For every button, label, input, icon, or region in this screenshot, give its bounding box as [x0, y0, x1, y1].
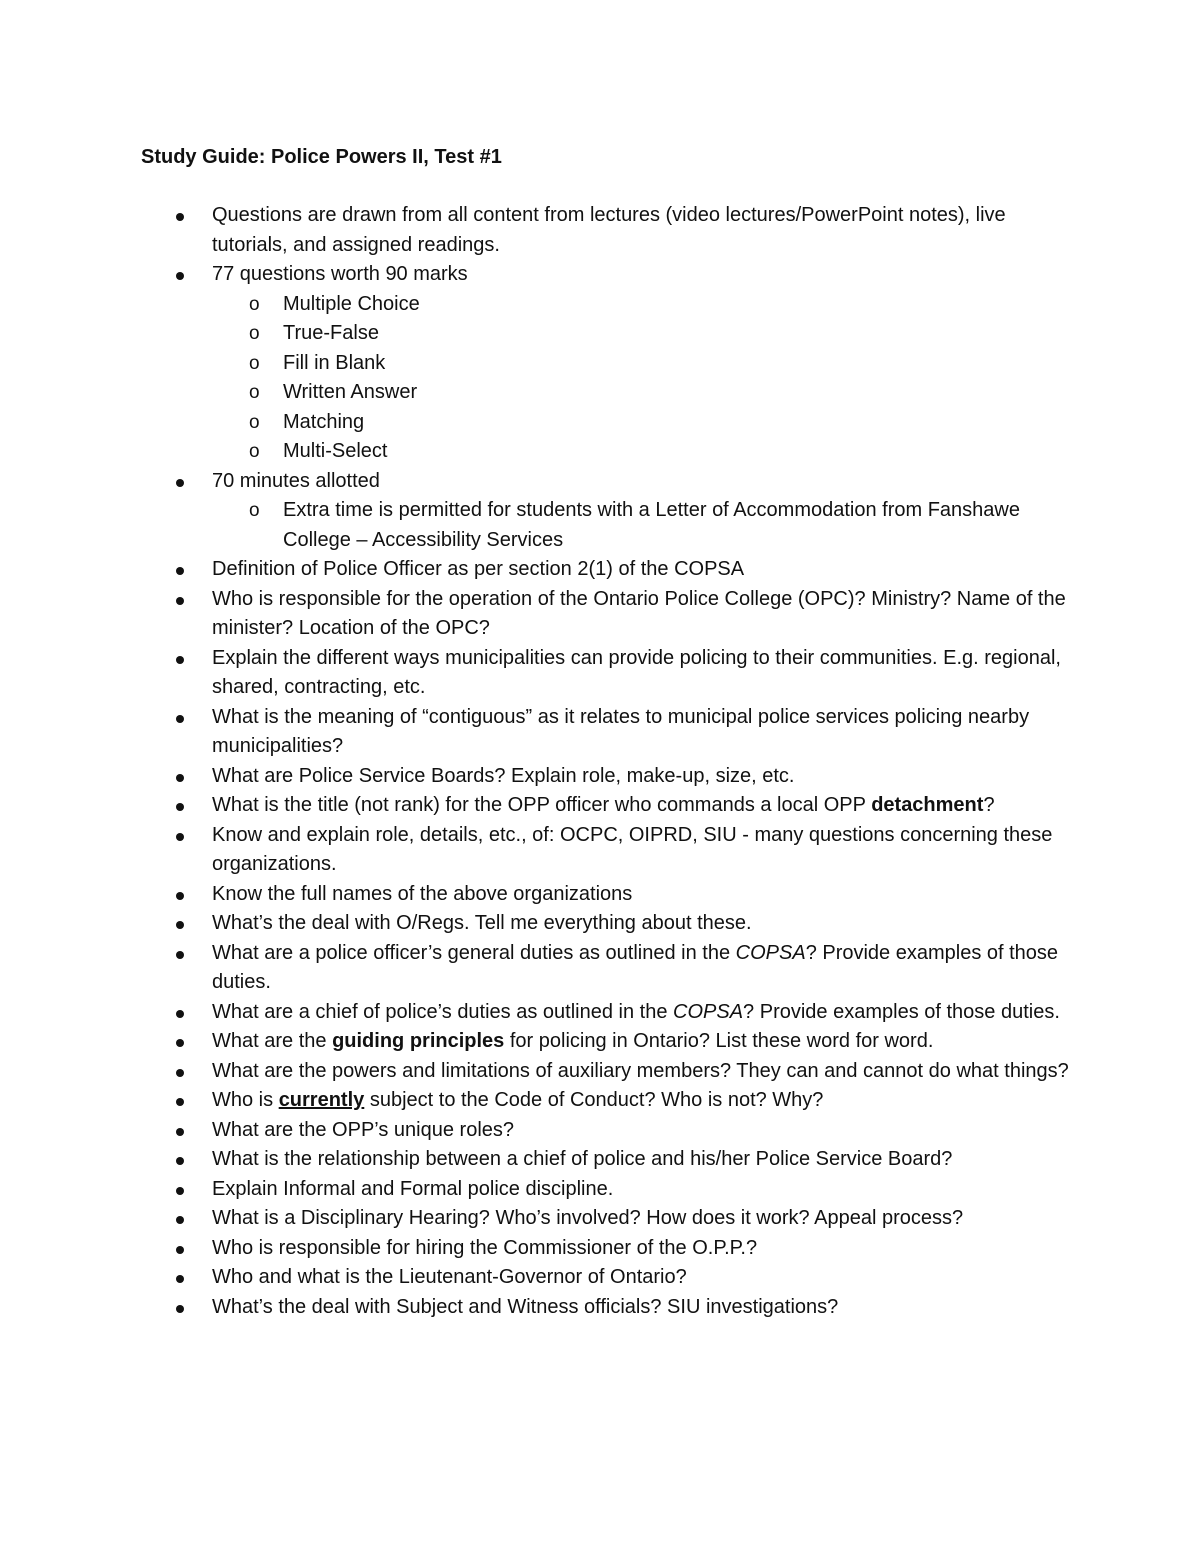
list-item [141, 1234, 1081, 1264]
bullet-icon [176, 597, 184, 605]
list-item [141, 762, 1081, 792]
list-item [141, 1263, 1081, 1293]
bullet-icon [176, 272, 184, 280]
list-item-text: Explain the different ways municipalities can provide policing to their communities. E.g. regional, shared, contracting, etc. [212, 646, 1061, 698]
bullet-icon [176, 1069, 184, 1077]
list-item-text: Definition of Police Officer as per section 2(1) of the COPSA [212, 558, 745, 580]
list-item-text: Explain Informal and Formal police discipline. [212, 1177, 614, 1200]
list-item-text: subject to the Code of Conduct? Who is not? Why? [364, 1089, 824, 1111]
list-item [141, 821, 1081, 880]
list-item [141, 791, 1081, 821]
list-item-text: What are the powers and limitations of auxiliary members? They can and cannot do what things? [212, 1059, 1069, 1082]
bullet-icon [176, 921, 184, 929]
sub-list-item [212, 408, 1081, 438]
list-item-text: ? Provide examples of those duties. [743, 1000, 1060, 1023]
circle-bullet-icon: o [249, 500, 260, 521]
sub-list-item-text: True-False [283, 322, 379, 344]
list-item-text: ? Provide examples of those duties. [212, 941, 1059, 993]
list-item-text: Who is responsible for hiring the Commissioner of the O.P.P.? [212, 1236, 758, 1259]
bullet-icon [176, 1305, 184, 1313]
bullet-icon [176, 951, 184, 959]
bullet-icon [176, 803, 184, 811]
list-item [141, 644, 1081, 703]
list-item [141, 1116, 1081, 1146]
list-item-text: What’s the deal with O/Regs. Tell me everything about these. [212, 912, 752, 934]
emphasis-italic: COPSA [673, 1000, 744, 1023]
list-item-text: for policing in Ontario? List these word for word. [504, 1030, 934, 1052]
sub-list-item [212, 437, 1081, 467]
list-item-text: What are a police officer’s general duties as outlined in the [212, 941, 736, 964]
bullet-icon [176, 567, 184, 575]
document-title: Study Guide: Police Powers II, Test #1 [141, 146, 502, 168]
list-item [141, 703, 1081, 762]
list-item-text: Know the full names of the above organizations [212, 882, 633, 905]
list-item-text: What are a chief of police’s duties as outlined in the [212, 1000, 674, 1023]
bullet-icon [176, 1098, 184, 1106]
circle-bullet-icon: o [249, 323, 260, 344]
list-item [141, 880, 1081, 910]
list-item [141, 909, 1081, 939]
sub-list-item [212, 378, 1081, 408]
bullet-icon [176, 213, 184, 221]
sub-list-item [212, 349, 1081, 379]
sub-list [212, 290, 1081, 467]
list-item [141, 998, 1081, 1028]
bullet-icon [176, 1010, 184, 1018]
list-item [141, 555, 1081, 585]
circle-bullet-icon: o [249, 352, 260, 374]
list-item [141, 939, 1081, 998]
list-item [141, 201, 1081, 260]
sub-list-item [212, 496, 1081, 555]
list-item [141, 1145, 1081, 1175]
list-item-text: Who and what is the Lieutenant-Governor of Ontario? [212, 1266, 687, 1288]
bullet-icon [176, 656, 184, 664]
list-item [141, 260, 1081, 467]
sub-list-item [212, 290, 1081, 320]
list-item [141, 1086, 1081, 1116]
bullet-icon [176, 892, 184, 900]
study-guide-list [141, 201, 1081, 1322]
circle-bullet-icon: o [249, 293, 260, 315]
list-item-text: What is the meaning of “contiguous” as it relates to municipal police services policing nearby municipalities? [212, 705, 1030, 757]
list-item [141, 1293, 1081, 1323]
circle-bullet-icon: o [249, 411, 260, 433]
list-item-text: Who is [212, 1089, 279, 1111]
emphasis-italic: COPSA [735, 941, 806, 964]
list-item [141, 1204, 1081, 1234]
emphasis-underline: currently [278, 1089, 365, 1111]
list-item-text: ? [983, 794, 995, 816]
emphasis-bold: detachment [871, 794, 984, 816]
bullet-icon [176, 715, 184, 723]
list-item-text: Who is responsible for the operation of the Ontario Police College (OPC)? Ministry? Name of the minister? Location of the OPC? [212, 587, 1066, 639]
list-item-text: 77 questions worth 90 marks [212, 263, 468, 285]
list-item-text: What are the [212, 1030, 333, 1052]
bullet-icon [176, 1157, 184, 1165]
bullet-icon [176, 1246, 184, 1254]
list-item-text: What are the OPP’s unique roles? [212, 1118, 515, 1141]
sub-list-item-text: Written Answer [283, 381, 418, 403]
bullet-icon [176, 1187, 184, 1195]
emphasis-bold: guiding principles [332, 1030, 505, 1052]
list-item-text: Know and explain role, details, etc., of: OCPC, OIPRD, SIU - many questions concerning these organizations. [212, 823, 1053, 875]
list-item [141, 467, 1081, 556]
bullet-icon [176, 833, 184, 841]
sub-list [212, 496, 1081, 555]
list-item-text: What is the relationship between a chief of police and his/her Police Service Board? [212, 1148, 953, 1170]
sub-list-item [212, 319, 1081, 349]
sub-list-item-text: Fill in Blank [283, 351, 386, 374]
sub-list-item-text: Multi-Select [283, 440, 388, 462]
bullet-icon [176, 1039, 184, 1047]
sub-list-item-text: Extra time is permitted for students with a Letter of Accommodation from Fanshawe College – Accessibility Services [283, 499, 1020, 551]
bullet-icon [176, 1128, 184, 1136]
list-item [141, 1027, 1081, 1057]
bullet-icon [176, 1216, 184, 1224]
list-item-text: 70 minutes allotted [212, 469, 380, 492]
bullet-icon [176, 479, 184, 487]
list-item-text: What are Police Service Boards? Explain role, make-up, size, etc. [212, 764, 795, 787]
sub-list-item-text: Multiple Choice [283, 292, 420, 315]
list-item-text: What is the title (not rank) for the OPP officer who commands a local OPP [212, 794, 872, 816]
bullet-icon [176, 1275, 184, 1283]
list-item-text: What is a Disciplinary Hearing? Who’s involved? How does it work? Appeal process? [212, 1207, 964, 1229]
bullet-icon [176, 774, 184, 782]
list-item-text: What’s the deal with Subject and Witness officials? SIU investigations? [212, 1295, 839, 1318]
list-item [141, 1175, 1081, 1205]
circle-bullet-icon: o [249, 441, 260, 462]
list-item [141, 1057, 1081, 1087]
circle-bullet-icon: o [249, 382, 260, 403]
list-item-text: Questions are drawn from all content from lectures (video lectures/PowerPoint notes), live tutorials, and assigned readings. [212, 204, 1006, 256]
list-item [141, 585, 1081, 644]
sub-list-item-text: Matching [283, 410, 365, 433]
